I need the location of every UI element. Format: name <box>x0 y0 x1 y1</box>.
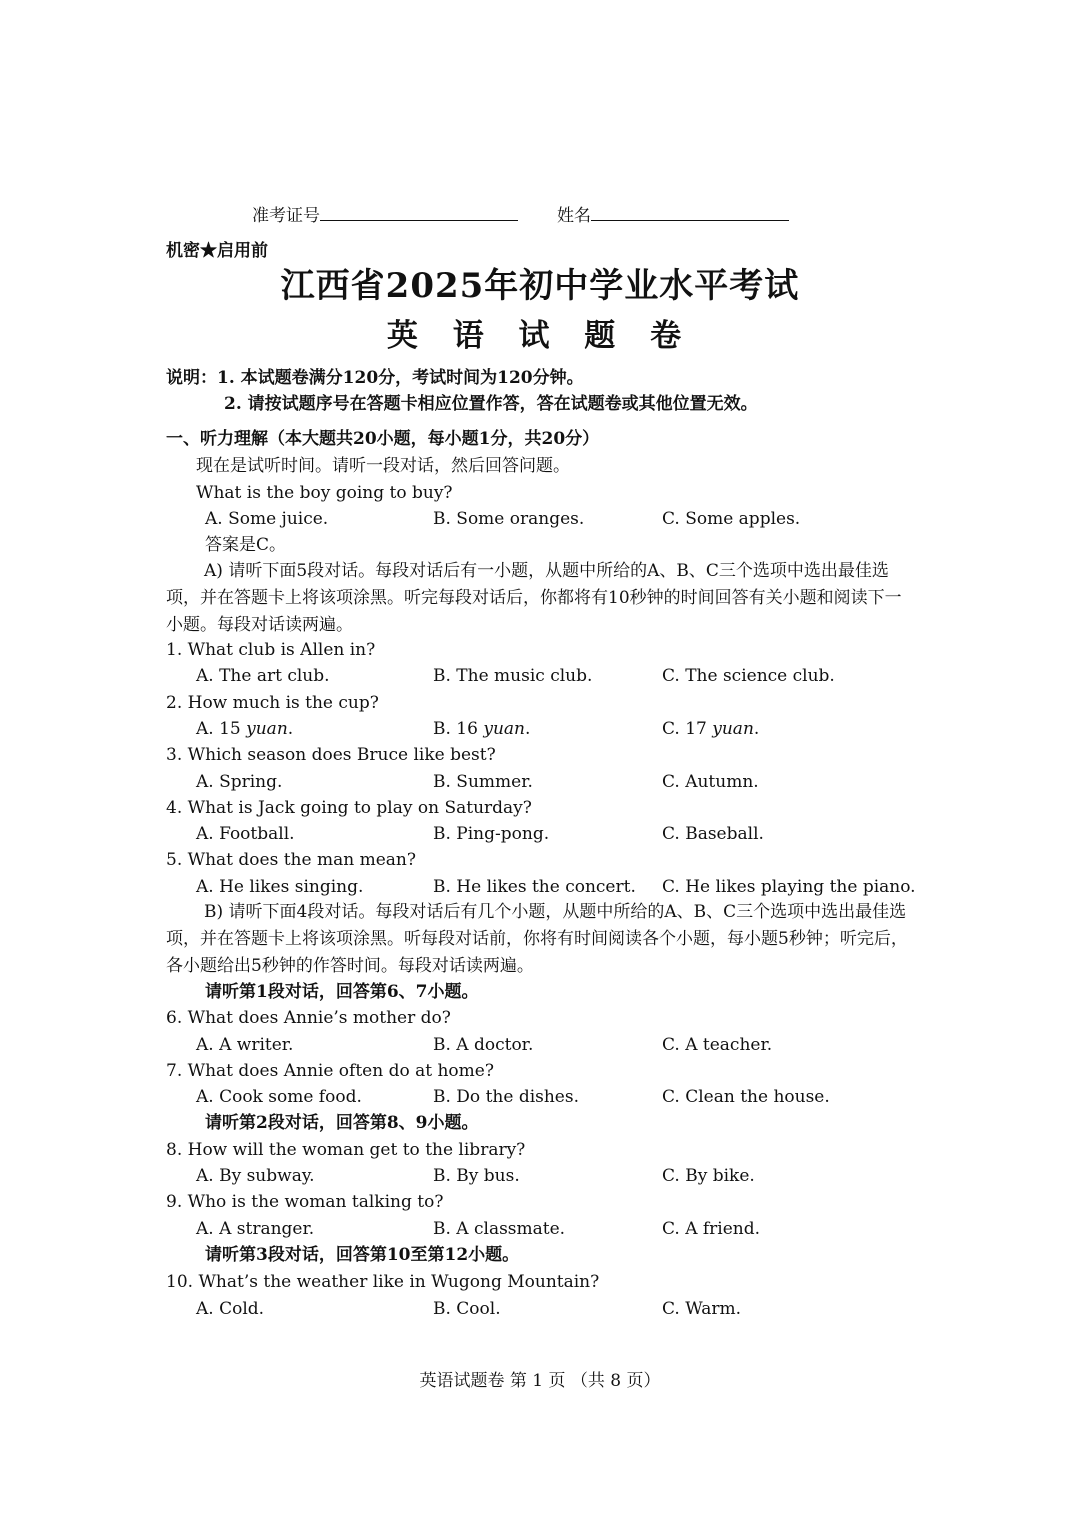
q4-option-a: A. Football. <box>196 824 295 844</box>
q1-option-c: C. The science club. <box>662 666 835 686</box>
trial-option-c: C. Some apples. <box>662 509 801 529</box>
dialog-1-heading: 请听第1段对话，回答第6、7小题。 <box>205 982 479 1002</box>
q7-option-a: A. Cook some food. <box>196 1087 362 1107</box>
q8-option-b: B. By bus. <box>433 1166 520 1186</box>
question-2: 2. How much is the cup? <box>166 693 379 713</box>
page-title: 江西省2025年初中学业水平考试 <box>280 266 800 306</box>
q4-option-b: B. Ping-pong. <box>433 824 550 844</box>
q3-option-c: C. Autumn. <box>662 772 759 792</box>
notes-label: 说明： <box>166 368 217 388</box>
question-4: 4. What is Jack going to play on Saturday? <box>166 798 532 818</box>
dialog-3-heading: 请听第3段对话，回答第10至第12小题。 <box>205 1245 520 1265</box>
q5-option-a: A. He likes singing. <box>196 877 364 897</box>
question-1: 1. What club is Allen in? <box>166 640 376 660</box>
q6-option-b: B. A doctor. <box>433 1035 534 1055</box>
q2-option-a: A. 15 yuan. <box>196 719 294 739</box>
trial-option-a: A. Some juice. <box>205 509 329 529</box>
note-1: 1. 本试题卷满分120分，考试时间为120分钟。 <box>217 368 584 388</box>
notes-line-1 <box>166 365 584 391</box>
q8-option-a: A. By subway. <box>196 1166 315 1186</box>
page-subtitle: 英 语 试 题 卷 <box>386 318 694 354</box>
q9-option-b: B. A classmate. <box>433 1219 566 1239</box>
exam-number-field <box>252 202 518 229</box>
q5-option-b: B. He likes the concert. <box>433 877 636 897</box>
q1-option-b: B. The music club. <box>433 666 593 686</box>
q9-option-a: A. A stranger. <box>196 1219 315 1239</box>
exam-number-label: 准考证号 <box>252 206 320 226</box>
section-title: 一、听力理解（本大题共20小题，每小题1分，共20分） <box>166 429 600 449</box>
question-9: 9. Who is the woman talking to? <box>166 1192 444 1212</box>
part-b-instructions: B) 请听下面4段对话。每段对话后有几个小题，从题中所给的A、B、C三个选项中选出最佳选项，并在答题卡上将该项涂黑。听每段对话前，你将有时间阅读各个小题，每小题5秒钟；听完后，各小题给出5秒钟的作答时间。每段对话读两遍。 <box>166 902 908 976</box>
name-blank <box>591 202 789 221</box>
confidential-mark: 机密★启用前 <box>166 241 268 261</box>
q7-option-c: C. Clean the house. <box>662 1087 830 1107</box>
dialog-2-heading: 请听第2段对话，回答第8、9小题。 <box>205 1113 479 1133</box>
question-7: 7. What does Annie often do at home? <box>166 1061 494 1081</box>
question-5: 5. What does the man mean? <box>166 850 416 870</box>
q10-option-a: A. Cold. <box>196 1299 265 1319</box>
note-2: 2. 请按试题序号在答题卡相应位置作答，答在试题卷或其他位置无效。 <box>224 394 758 414</box>
trial-question: What is the boy going to buy? <box>196 483 453 503</box>
q1-option-a: A. The art club. <box>196 666 330 686</box>
exam-number-blank <box>320 202 518 221</box>
q7-option-b: B. Do the dishes. <box>433 1087 579 1107</box>
question-6: 6. What does Annie’s mother do? <box>166 1008 451 1028</box>
q2-option-b: B. 16 yuan. <box>433 719 531 739</box>
q4-option-c: C. Baseball. <box>662 824 764 844</box>
q3-option-a: A. Spring. <box>196 772 283 792</box>
q2-option-c: C. 17 yuan. <box>662 719 760 739</box>
q6-option-a: A. A writer. <box>196 1035 294 1055</box>
q3-option-b: B. Summer. <box>433 772 533 792</box>
q8-option-c: C. By bike. <box>662 1166 755 1186</box>
question-3: 3. Which season does Bruce like best? <box>166 745 496 765</box>
page-footer: 英语试题卷 第 1 页 （共 8 页） <box>419 1371 661 1391</box>
name-field <box>557 202 789 229</box>
q10-option-c: C. Warm. <box>662 1299 741 1319</box>
q10-option-b: B. Cool. <box>433 1299 501 1319</box>
question-10: 10. What’s the weather like in Wugong Mountain? <box>166 1272 600 1292</box>
question-8: 8. How will the woman get to the library? <box>166 1140 526 1160</box>
trial-intro: 现在是试听时间。请听一段对话，然后回答问题。 <box>196 456 570 476</box>
q6-option-c: C. A teacher. <box>662 1035 773 1055</box>
trial-option-b: B. Some oranges. <box>433 509 585 529</box>
part-a-instructions: A) 请听下面5段对话。每段对话后有一小题，从题中所给的A、B、C三个选项中选出最佳选项，并在答题卡上将该项涂黑。听完每段对话后，你都将有10秒钟的时间回答有关小题和阅读下一小题。每段对话读两遍。 <box>166 561 902 635</box>
q5-option-c: C. He likes playing the piano. <box>662 877 916 897</box>
name-label: 姓名 <box>557 206 591 226</box>
q9-option-c: C. A friend. <box>662 1219 761 1239</box>
trial-answer: 答案是C。 <box>205 535 287 555</box>
